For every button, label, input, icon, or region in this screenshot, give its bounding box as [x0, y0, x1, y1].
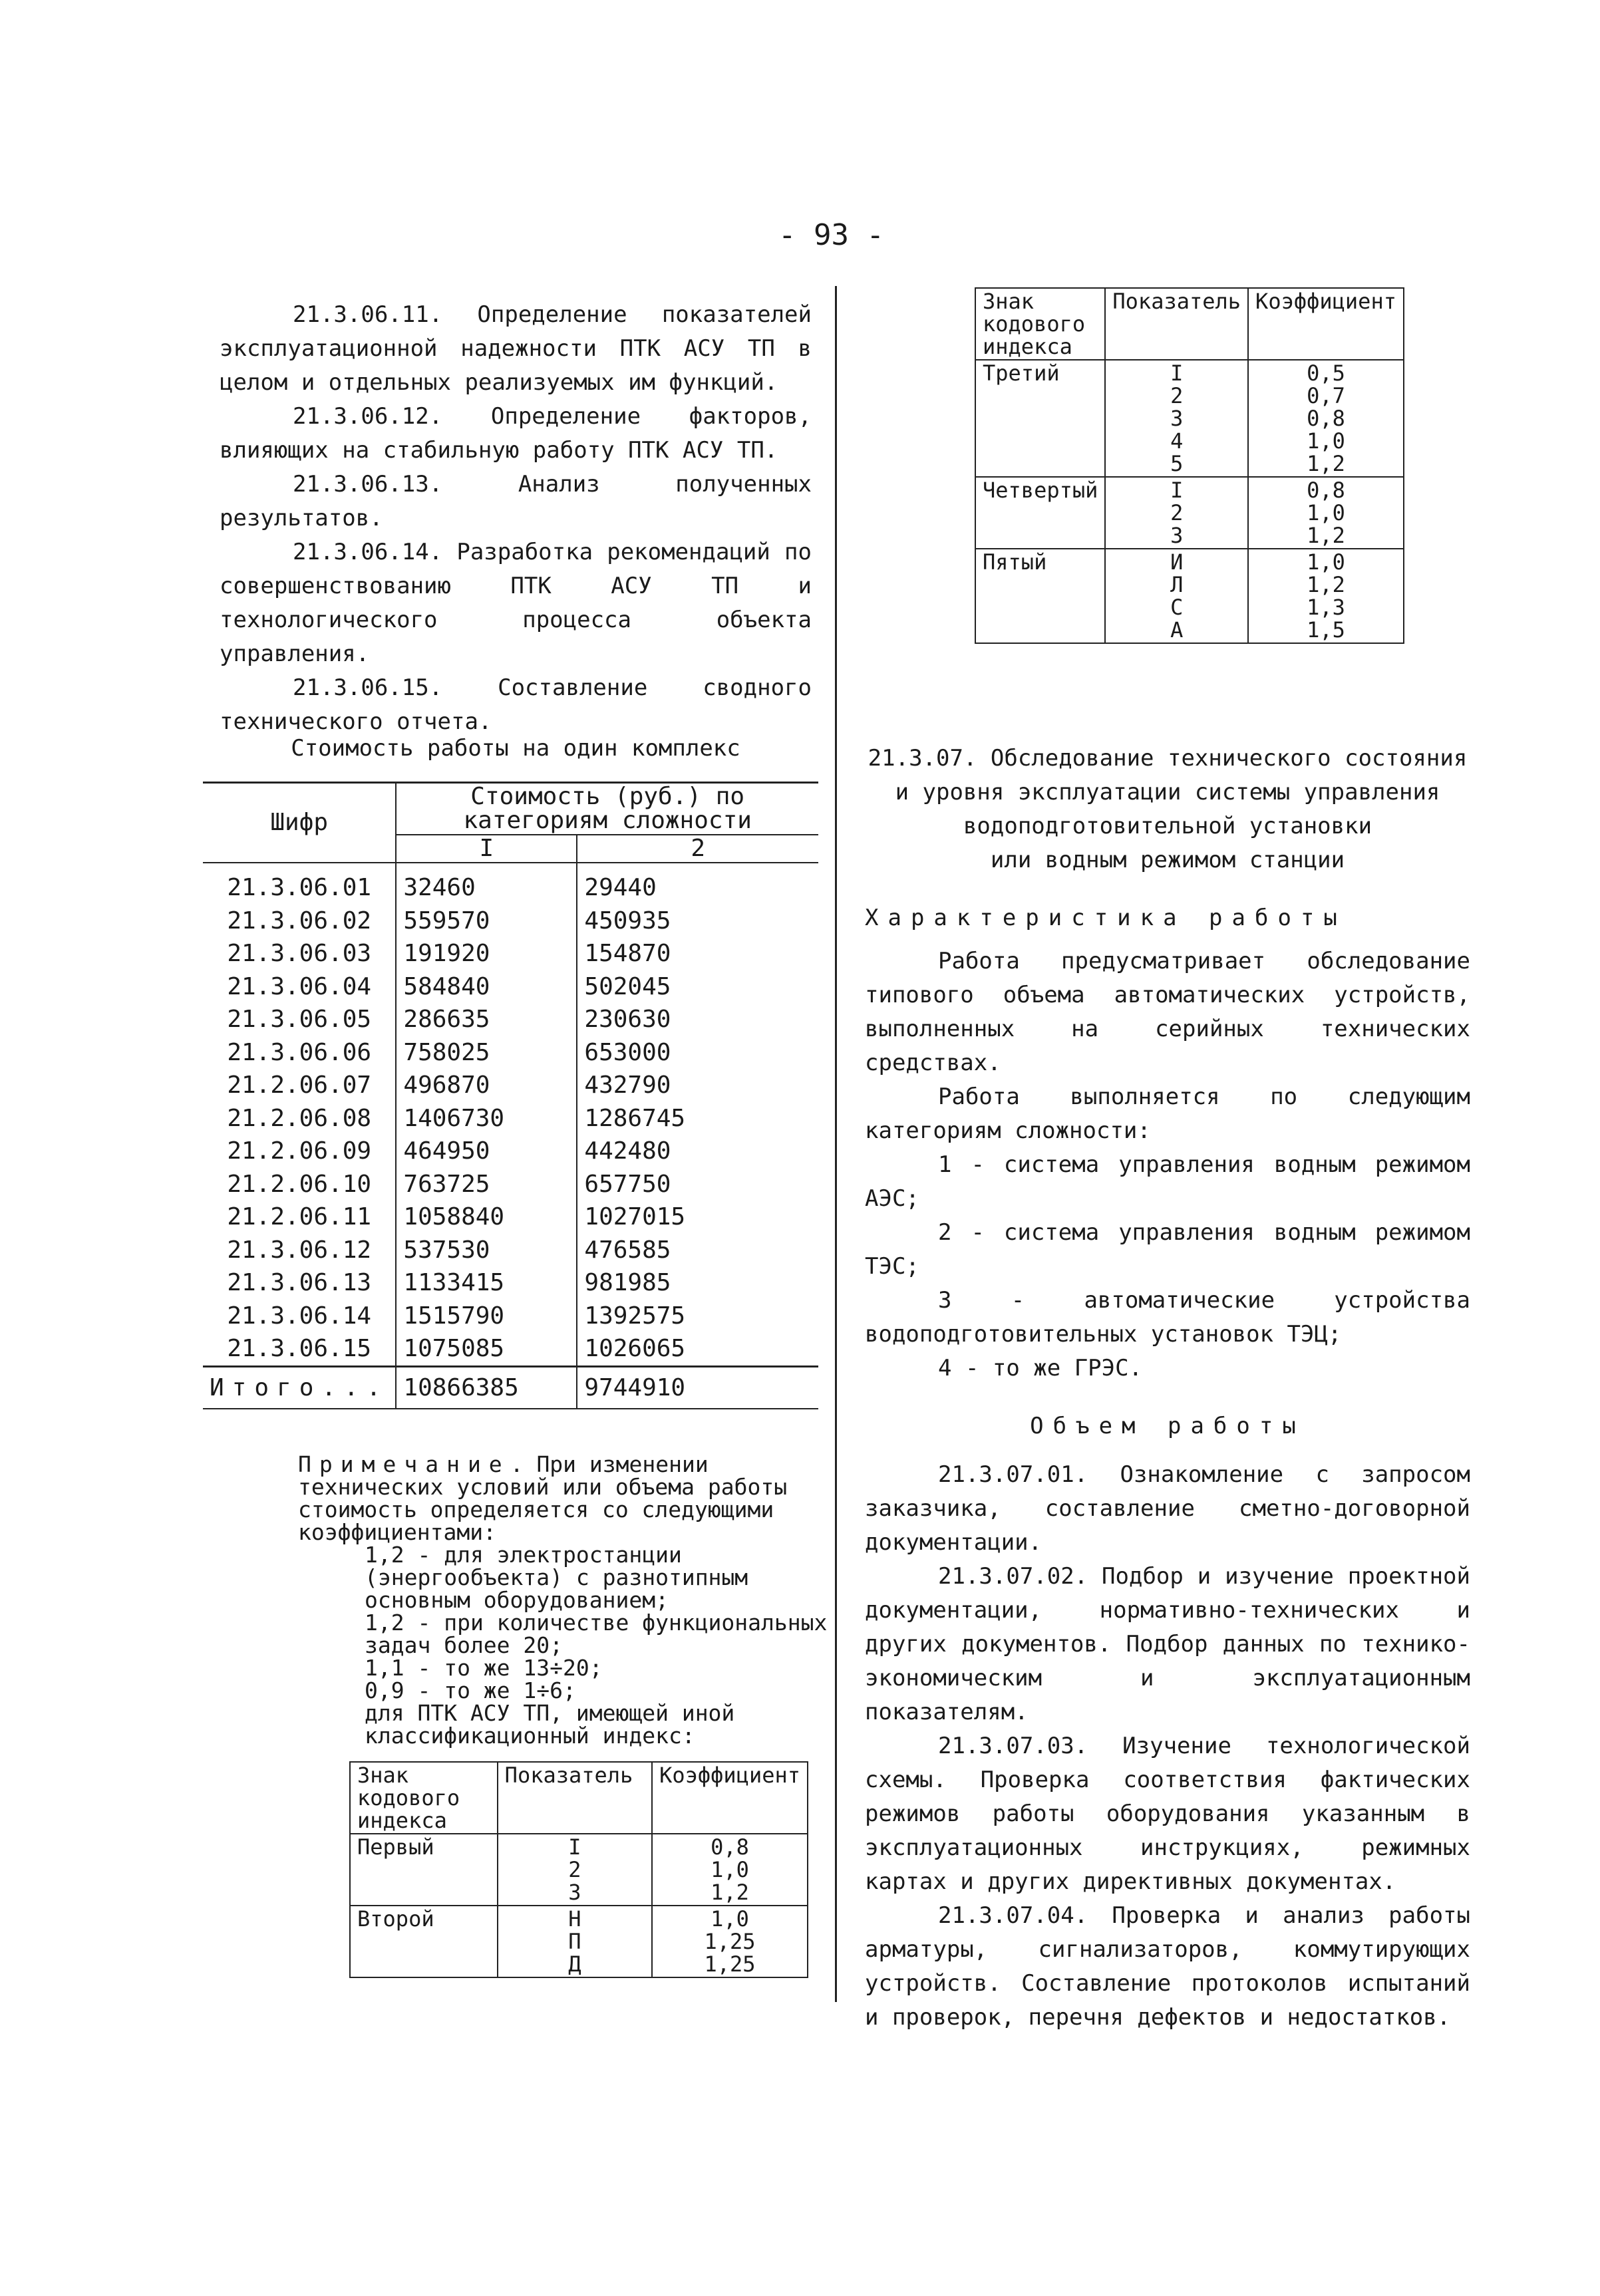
cost-cat-2: 1392575 — [577, 1300, 818, 1333]
note-line-5: для ПТК АСУ ТП, имеющей иной классификационный индекс: — [365, 1700, 735, 1749]
coef-values — [1248, 360, 1404, 477]
coef-value: 1,2 — [1307, 451, 1345, 476]
cost-row — [203, 1069, 818, 1102]
cost-cat-2: 1026065 — [577, 1332, 818, 1366]
cost-cat-2: 1027015 — [577, 1201, 818, 1234]
coef-indicators — [1105, 477, 1248, 549]
cost-caption: Стоимость работы на один комплекс — [291, 735, 740, 762]
cost-cat-2: 230630 — [577, 1003, 818, 1036]
cost-cat-1: 464950 — [396, 1135, 577, 1168]
coef-value: 0,7 — [1307, 383, 1345, 408]
cost-row — [203, 1201, 818, 1234]
cost-cat-2: 476585 — [577, 1234, 818, 1267]
paragraph-21-3-06-14: 21.3.06.14. Разработка рекомендаций по совершенствованию ПТК АСУ ТП и технологического процесса объекта управления. — [220, 539, 812, 667]
total-cat-1: 10866385 — [396, 1366, 577, 1409]
cost-code: 21.2.06.09 — [227, 1137, 372, 1165]
note-line-2: 1,2 - при количестве функциональных задач более 20; — [365, 1610, 828, 1658]
scope-item-21-3-07-03: 21.3.07.03. Изучение технологической схемы. Проверка соответствия фактических режимов работы оборудования указанным в эксплуатационных инструкциях, режимных картах и других директивных документах. — [865, 1733, 1470, 1895]
coef-value: 1,25 — [704, 1929, 756, 1954]
cost-cat-1: 1075085 — [396, 1332, 577, 1366]
cost-cat-1: 1406730 — [396, 1102, 577, 1135]
cost-code: 21.3.06.13 — [227, 1269, 372, 1296]
coef-indicator: Н — [568, 1906, 581, 1932]
cost-cat-2: 1286745 — [577, 1102, 818, 1135]
coef-indicator: И — [1170, 549, 1184, 575]
coef-indicator: С — [1170, 595, 1184, 620]
coef-sign: Второй — [350, 1906, 498, 1977]
coef-header-sign: Знак кодового индекса — [350, 1762, 498, 1834]
cost-code: 21.3.06.06 — [227, 1038, 372, 1066]
total-cat-2: 9744910 — [577, 1366, 818, 1409]
cost-code: 21.2.06.07 — [227, 1072, 372, 1099]
note-line-4: 0,9 - то же 1÷6; — [365, 1677, 576, 1703]
note-label: Примечание — [298, 1451, 510, 1477]
cost-code: 21.3.06.04 — [227, 972, 372, 1000]
coef-table-left — [349, 1761, 808, 1978]
cost-cat-2: 450935 — [577, 905, 818, 938]
category-4: 4 - то же ГРЭС. — [938, 1355, 1143, 1381]
cost-cat-1: 763725 — [396, 1168, 577, 1201]
coef-value: 1,0 — [711, 1906, 749, 1932]
coef-value: 0,8 — [711, 1834, 749, 1860]
coef-indicators — [498, 1906, 652, 1977]
cost-code: 21.3.06.05 — [227, 1006, 372, 1033]
coef-value: 1,5 — [1307, 617, 1345, 643]
cost-cat-1: 1133415 — [396, 1266, 577, 1300]
coef-value: 0,5 — [1307, 360, 1345, 386]
coef-value: 1,2 — [1307, 572, 1345, 597]
coef-table-right — [975, 287, 1404, 644]
cost-cat-2: 502045 — [577, 970, 818, 1004]
paragraph-21-3-06-11: 21.3.06.11. Определение показателей эксплуатационной надежности ПТК АСУ ТП в целом и отдельных реализуемых им функций. — [220, 301, 812, 396]
cost-cat-2: 29440 — [577, 863, 818, 905]
coef-indicators — [1105, 549, 1248, 643]
coef-indicators — [1105, 360, 1248, 477]
cost-cat-2: 657750 — [577, 1168, 818, 1201]
cost-cat-2: 653000 — [577, 1036, 818, 1070]
section-title-line: и уровня эксплуатации системы управления — [895, 779, 1440, 805]
cost-row — [203, 937, 818, 970]
characteristic-heading: Характеристика работы — [865, 905, 1347, 931]
coef-row — [975, 360, 1404, 477]
cost-code: 21.3.06.02 — [227, 907, 372, 934]
cost-cat-2: 981985 — [577, 1266, 818, 1300]
note-line-3: 1,1 - то же 13÷20; — [365, 1655, 603, 1681]
cost-cat-1: 191920 — [396, 937, 577, 970]
cost-code: 21.2.06.10 — [227, 1170, 372, 1198]
coef-value: 1,3 — [1307, 595, 1345, 620]
coef-value: 1,0 — [1307, 428, 1345, 454]
section-title-line: или водным режимом станции — [990, 847, 1345, 873]
coef-values — [1248, 549, 1404, 643]
section-title-line: 21.3.07. Обследование технического состояния — [868, 745, 1468, 772]
category-3: 3 - автоматические устройства водоподготовительных установок ТЭЦ; — [865, 1287, 1470, 1348]
cost-code: 21.3.06.01 — [227, 874, 372, 901]
note-line-0: При изменении технических условий или объема работы стоимость определяется со следующими коэффициентами: — [298, 1451, 788, 1545]
cost-row — [203, 1332, 818, 1366]
coef-row — [975, 477, 1404, 549]
coef-sign: Первый — [350, 1834, 498, 1906]
coef-indicator: Д — [568, 1951, 581, 1977]
coef-indicator: I — [1170, 360, 1184, 386]
coef-sign: Пятый — [975, 549, 1105, 643]
cost-row — [203, 1003, 818, 1036]
coef-indicator: 2 — [568, 1857, 581, 1882]
coef-indicator: I — [568, 1834, 581, 1860]
categories-intro: Работа выполняется по следующим категориям сложности: — [865, 1083, 1470, 1144]
coef-indicator: 4 — [1170, 428, 1184, 454]
note-line-1: 1,2 - для электростанции (энергообъекта) с разнотипным основным оборудованием; — [365, 1542, 748, 1613]
cat-1-header: I — [396, 835, 577, 863]
total-label: Итого... — [203, 1366, 396, 1409]
right-column — [865, 742, 1470, 2035]
coef-sign: Третий — [975, 360, 1105, 477]
cost-cat-1: 584840 — [396, 970, 577, 1004]
cost-row — [203, 1300, 818, 1333]
coef-header-indicator: Показатель — [1105, 288, 1248, 360]
coef-value: 1,2 — [1307, 523, 1345, 548]
paragraph-21-3-06-13: 21.3.06.13. Анализ полученных результатов. — [220, 471, 812, 531]
coef-indicator: А — [1170, 617, 1184, 643]
coef-value: 1,2 — [711, 1880, 749, 1905]
scope-heading: Объем работы — [1030, 1413, 1305, 1439]
coef-indicator: П — [568, 1929, 581, 1954]
cost-cat-1: 758025 — [396, 1036, 577, 1070]
col-cost-header: Стоимость (руб.) по категориям сложности — [396, 783, 818, 835]
cost-code: 21.3.06.14 — [227, 1302, 372, 1330]
category-1: 1 - система управления водным режимом АЭС; — [865, 1151, 1470, 1212]
cost-row — [203, 1168, 818, 1201]
note-block: Примечание. При изменении технических условий или объема работы стоимость определяется со следующими коэффициентами: 1,2 - для электростанции (энергообъекта) с разнотипным основным оборудованием; 1,2 - при количестве функциональных задач более 20; 1,1 - то же 13÷20; 0,9 - то же 1÷6; для ПТК АСУ ТП, имеющей иной классификационный индекс: — [298, 1453, 844, 1747]
coef-indicator: 5 — [1170, 451, 1184, 476]
cost-cat-2: 432790 — [577, 1069, 818, 1102]
cost-code: 21.3.06.03 — [227, 940, 372, 967]
cost-table — [203, 782, 818, 1409]
cost-row — [203, 970, 818, 1004]
page-number: - 93 - — [778, 218, 884, 252]
cost-cat-1: 537530 — [396, 1234, 577, 1267]
coef-indicator: 3 — [568, 1880, 581, 1905]
coef-indicators — [498, 1834, 652, 1906]
coef-header-sign: Знак кодового индекса — [975, 288, 1105, 360]
coef-values — [652, 1906, 808, 1977]
coef-value: 0,8 — [1307, 406, 1345, 431]
cost-row — [203, 1234, 818, 1267]
coef-header-coef: Коэффициент — [652, 1762, 808, 1834]
cost-row — [203, 1266, 818, 1300]
coef-sign: Четвертый — [975, 477, 1105, 549]
cost-cat-1: 32460 — [396, 863, 577, 905]
scope-item-21-3-07-02: 21.3.07.02. Подбор и изучение проектной документации, нормативно-технических и других документов. Подбор данных по технико-экономическим и эксплуатационным показателям. — [865, 1563, 1470, 1725]
cost-code: 21.3.06.15 — [227, 1335, 372, 1362]
cost-cat-1: 1058840 — [396, 1201, 577, 1234]
coef-values — [652, 1834, 808, 1906]
coef-header-indicator: Показатель — [498, 1762, 652, 1834]
characteristic-intro: Работа предусматривает обследование типового объема автоматических устройств, выполненных на серийных технических средствах. — [865, 948, 1470, 1076]
cost-cat-2: 442480 — [577, 1135, 818, 1168]
category-2: 2 - система управления водным режимом ТЭС; — [865, 1219, 1470, 1280]
coef-value: 1,0 — [1307, 549, 1345, 575]
left-column — [220, 298, 812, 739]
cost-code: 21.2.06.11 — [227, 1203, 372, 1230]
cost-code: 21.2.06.08 — [227, 1104, 372, 1132]
cost-code: 21.3.06.12 — [227, 1236, 372, 1264]
cost-row — [203, 1102, 818, 1135]
coef-indicator: 2 — [1170, 383, 1184, 408]
cost-row — [203, 1135, 818, 1168]
coef-row — [975, 549, 1404, 643]
cost-row — [203, 905, 818, 938]
cat-2-header: 2 — [577, 835, 818, 863]
coef-indicator: 2 — [1170, 500, 1184, 525]
cost-cat-1: 1515790 — [396, 1300, 577, 1333]
coef-indicator: I — [1170, 478, 1184, 503]
cost-row — [203, 863, 818, 905]
total-row — [203, 1366, 818, 1409]
coef-header-coef: Коэффициент — [1248, 288, 1404, 360]
col-code-header: Шифр — [203, 783, 396, 863]
cost-cat-1: 496870 — [396, 1069, 577, 1102]
coef-indicator: Л — [1170, 572, 1184, 597]
coef-row — [350, 1834, 808, 1906]
coef-value: 1,0 — [711, 1857, 749, 1882]
paragraph-21-3-06-12: 21.3.06.12. Определение факторов, влияющих на стабильную работу ПТК АСУ ТП. — [220, 403, 812, 464]
paragraph-21-3-06-15: 21.3.06.15. Составление сводного технического отчета. — [220, 674, 812, 735]
coef-value: 1,25 — [704, 1951, 756, 1977]
coef-value: 1,0 — [1307, 500, 1345, 525]
scope-item-21-3-07-04: 21.3.07.04. Проверка и анализ работы арматуры, сигнализаторов, коммутирующих устройств. Составление протоколов испытаний и проверок, перечня дефектов и недостатков. — [865, 1902, 1470, 2031]
cost-row — [203, 1036, 818, 1070]
section-title-line: водоподготовительной установки — [963, 813, 1372, 839]
coef-value: 0,8 — [1307, 478, 1345, 503]
coef-row — [350, 1906, 808, 1977]
cost-cat-1: 286635 — [396, 1003, 577, 1036]
coef-indicator: 3 — [1170, 406, 1184, 431]
cost-cat-2: 154870 — [577, 937, 818, 970]
scope-item-21-3-07-01: 21.3.07.01. Ознакомление с запросом заказчика, составление сметно-договорной документации. — [865, 1461, 1470, 1556]
coef-values — [1248, 477, 1404, 549]
cost-cat-1: 559570 — [396, 905, 577, 938]
coef-indicator: 3 — [1170, 523, 1184, 548]
